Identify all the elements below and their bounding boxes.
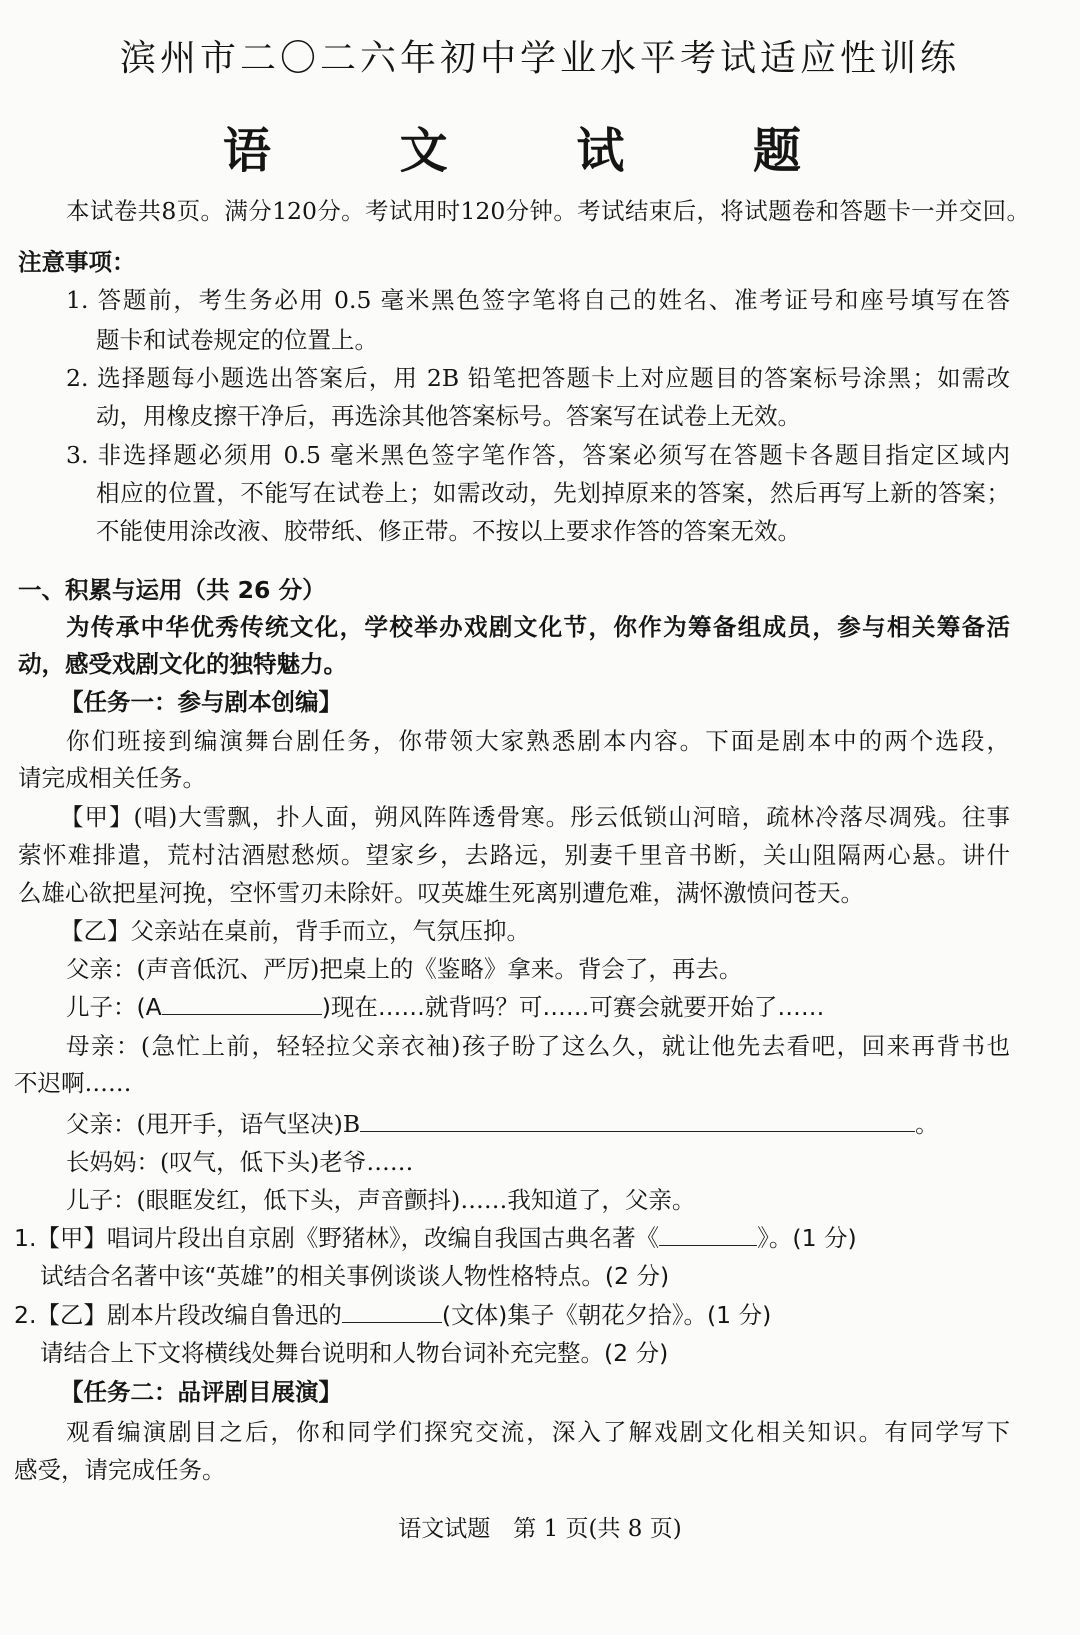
blank-q1 — [659, 1223, 757, 1246]
task2-text: 感受，请完成任务。 — [14, 1456, 226, 1484]
task1-heading: 【任务一：参与剧本创编】 — [60, 688, 342, 716]
blank-a — [162, 992, 322, 1015]
page-footer: 语文试题 第 1 页(共 8 页) — [398, 1516, 682, 1542]
excerpt-jia: 么雄心欲把星河挽，空怀雪刃未除奸。叹英雄生死离别遭危难，满怀激愤问苍天。 — [18, 879, 864, 907]
lead-line: 动，感受戏剧文化的独特魅力。 — [18, 650, 347, 678]
dialogue-nanny: 长妈妈：(叹气，低下头)老爷…… — [66, 1148, 414, 1176]
notes-heading: 注意事项： — [18, 248, 136, 276]
question-1 — [14, 1223, 857, 1253]
task2-heading: 【任务二：品评剧目展演】 — [60, 1378, 342, 1406]
task1-text: 你们班接到编演舞台剧任务，你带领大家熟悉剧本内容。下面是剧本中的两个选段， — [66, 727, 1010, 755]
note-line: 1. 答题前，考生务必用 0.5 毫米黑色签字笔将自己的姓名、准考证号和座号填写在答 — [66, 286, 1010, 314]
intro: 本试卷共8页。满分120分。考试用时120分钟。考试结束后，将试题卷和答题卡一并交回。 — [66, 197, 1030, 225]
dialogue-father: 父亲：(声音低沉、严厉)把桌上的《鉴略》拿来。背会了，再去。 — [66, 955, 743, 983]
question-2 — [14, 1300, 771, 1330]
note-line: 动，用橡皮擦干净后，再选涂其他答案标号。答案写在试卷上无效。 — [96, 402, 801, 430]
dialogue-mother: 不迟啊…… — [14, 1069, 132, 1097]
q1-pre: 1.【甲】唱词片段出自京剧《野猪林》，改编自我国古典名著《 — [14, 1224, 660, 1252]
dialogue-father2 — [66, 1109, 939, 1139]
blank-q2 — [342, 1300, 442, 1323]
son-post: )现在……就背吗？可……可赛会就要开始了…… — [321, 993, 825, 1021]
exam-title: 滨州市二〇二六年初中学业水平考试适应性训练 — [119, 38, 960, 79]
note-line: 不能使用涂改液、胶带纸、修正带。不按以上要求作答的答案无效。 — [96, 517, 801, 545]
dialogue-son — [66, 992, 824, 1022]
father2-post: 。 — [915, 1110, 939, 1138]
q2-pre: 2.【乙】剧本片段改编自鲁迅的 — [14, 1301, 342, 1329]
note-line: 3. 非选择题必须用 0.5 毫米黑色签字笔作答，答案必须写在答题卡各题目指定区域内 — [66, 441, 1010, 469]
father2-pre: 父亲：(甩开手，语气坚决)B — [66, 1110, 361, 1138]
q1-post: 》。(1 分) — [757, 1224, 857, 1252]
son-pre: 儿子：(A — [66, 993, 162, 1021]
note-line: 题卡和试卷规定的位置上。 — [96, 326, 378, 354]
dialogue-son2: 儿子：(眼眶发红，低下头，声音颤抖)……我知道了，父亲。 — [66, 1186, 696, 1214]
excerpt-jia: 【甲】(唱)大雪飘，扑人面，朔风阵阵透骨寒。彤云低锁山河暗，疏林冷落尽凋残。往事 — [60, 803, 1010, 831]
task2-text: 观看编演剧目之后，你和同学们探究交流，深入了解戏剧文化相关知识。有同学写下 — [66, 1418, 1010, 1446]
excerpt-jia: 萦怀难排遣，荒村沽酒慰愁烦。望家乡，去路远，别妻千里音书断，关山阻隔两心悬。讲什 — [18, 841, 1010, 869]
lead-line: 为传承中华优秀传统文化，学校举办戏剧文化节，你作为筹备组成员，参与相关筹备活 — [66, 613, 1010, 641]
question-1b: 试结合名著中该“英雄”的相关事例谈谈人物性格特点。(2 分) — [40, 1262, 670, 1290]
task1-text: 请完成相关任务。 — [18, 764, 206, 792]
excerpt-yi: 【乙】父亲站在桌前，背手而立，气氛压抑。 — [60, 917, 530, 945]
subject-title: 语 文 试 题 — [222, 123, 858, 179]
question-2b: 请结合上下文将横线处舞台说明和人物台词补充完整。(2 分) — [40, 1339, 669, 1367]
note-line: 相应的位置，不能写在试卷上；如需改动，先划掉原来的答案，然后再写上新的答案； — [96, 479, 1010, 507]
q2-post: (文体)集子《朝花夕拾》。(1 分) — [441, 1301, 772, 1329]
dialogue-mother: 母亲：(急忙上前，轻轻拉父亲衣袖)孩子盼了这么久，就让他先去看吧，回来再背书也 — [66, 1032, 1010, 1060]
note-line: 2. 选择题每小题选出答案后，用 2B 铅笔把答题卡上对应题目的答案标号涂黑；如需改 — [66, 364, 1010, 392]
blank-b — [360, 1109, 915, 1132]
section-heading: 一、积累与运用（共 26 分） — [18, 576, 326, 604]
